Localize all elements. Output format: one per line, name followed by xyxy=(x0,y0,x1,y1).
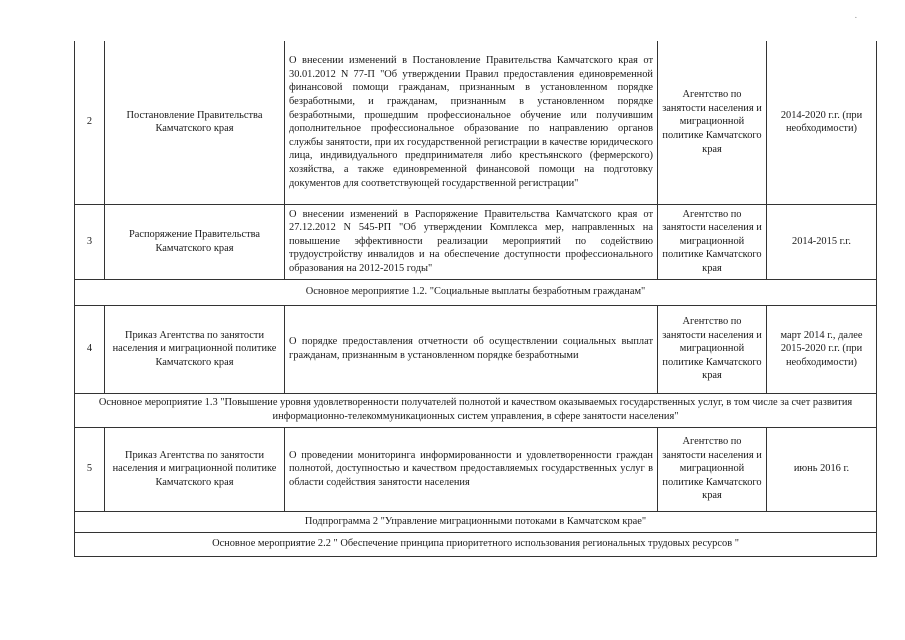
document-description: О внесении изменений в Распоряжение Правительства Камчатского края от 27.12.2012 N 545-РП "Об утверждении Комплекса мер, направленных на повышение эффективности реализации мероприятий по содействию трудоустройству инвалидов и на обеспечение доступности профессионального образования на 2012-2015 годы" xyxy=(285,204,658,279)
row-number: 3 xyxy=(75,204,105,279)
document-description: О порядке предоставления отчетности об осуществлении социальных выплат гражданам, признанным в установленном порядке безработными xyxy=(285,305,658,393)
table-row xyxy=(75,427,877,511)
section-row xyxy=(75,511,877,532)
executor: Агентство по занятости населения и миграционной политике Камчатского края xyxy=(658,41,767,204)
table-row xyxy=(75,204,877,279)
table-row xyxy=(75,41,877,204)
section-row xyxy=(75,532,877,556)
document-type: Приказ Агентства по занятости населения и миграционной политике Камчатского края xyxy=(105,305,285,393)
scan-speck: . xyxy=(854,10,857,20)
table-row xyxy=(75,305,877,393)
measures-table xyxy=(74,41,877,557)
document-type: Распоряжение Правительства Камчатского края xyxy=(105,204,285,279)
section-heading: Основное мероприятие 1.3 "Повышение уровня удовлетворенности получателей полнотой и качеством оказываемых государственных услуг, в том числе за счет развития информационно-телекоммуникационных систем управления, в сфере занятости населения" xyxy=(75,393,877,427)
executor: Агентство по занятости населения и миграционной политике Камчатского края xyxy=(658,204,767,279)
section-heading: Основное мероприятие 2.2 " Обеспечение принципа приоритетного использования региональных трудовых ресурсов " xyxy=(75,532,877,556)
document-type: Постановление Правительства Камчатского края xyxy=(105,41,285,204)
deadline: 2014-2020 г.г. (при необходимости) xyxy=(767,41,877,204)
section-heading: Подпрограмма 2 "Управление миграционными потоками в Камчатском крае" xyxy=(75,511,877,532)
section-row xyxy=(75,279,877,305)
deadline: 2014-2015 г.г. xyxy=(767,204,877,279)
document-description: О проведении мониторинга информированности и удовлетворенности граждан полнотой, доступностью и качеством предоставляемых государственных услуг в области содействия занятости населения xyxy=(285,427,658,511)
deadline: июнь 2016 г. xyxy=(767,427,877,511)
row-number: 4 xyxy=(75,305,105,393)
document-type: Приказ Агентства по занятости населения и миграционной политике Камчатского края xyxy=(105,427,285,511)
deadline: март 2014 г., далее 2015-2020 г.г. (при необходимости) xyxy=(767,305,877,393)
row-number: 5 xyxy=(75,427,105,511)
row-number: 2 xyxy=(75,41,105,204)
executor: Агентство по занятости населения и миграционной политике Камчатского края xyxy=(658,305,767,393)
executor: Агентство по занятости населения и миграционной политике Камчатского края xyxy=(658,427,767,511)
section-row xyxy=(75,393,877,427)
section-heading: Основное мероприятие 1.2. "Социальные выплаты безработным гражданам" xyxy=(75,279,877,305)
document-description: О внесении изменений в Постановление Правительства Камчатского края от 30.01.2012 N 77-П "Об утверждении Правил предоставления единовременной финансовой помощи гражданам, признанным в установленном порядке безработными, и гражданам, признанным в установленном порядке безработными, прошедшим профессиональное обучение или получившим дополнительное профессиональное образование по направлению органов службы занятости, при их государственной регистрации в качестве юридического лица, индивидуального предпринимателя либо крестьянского (фермерского) хозяйства, а также единовременной финансовой помощи на подготовку документов для соответствующей государственной регистрации" xyxy=(285,41,658,204)
